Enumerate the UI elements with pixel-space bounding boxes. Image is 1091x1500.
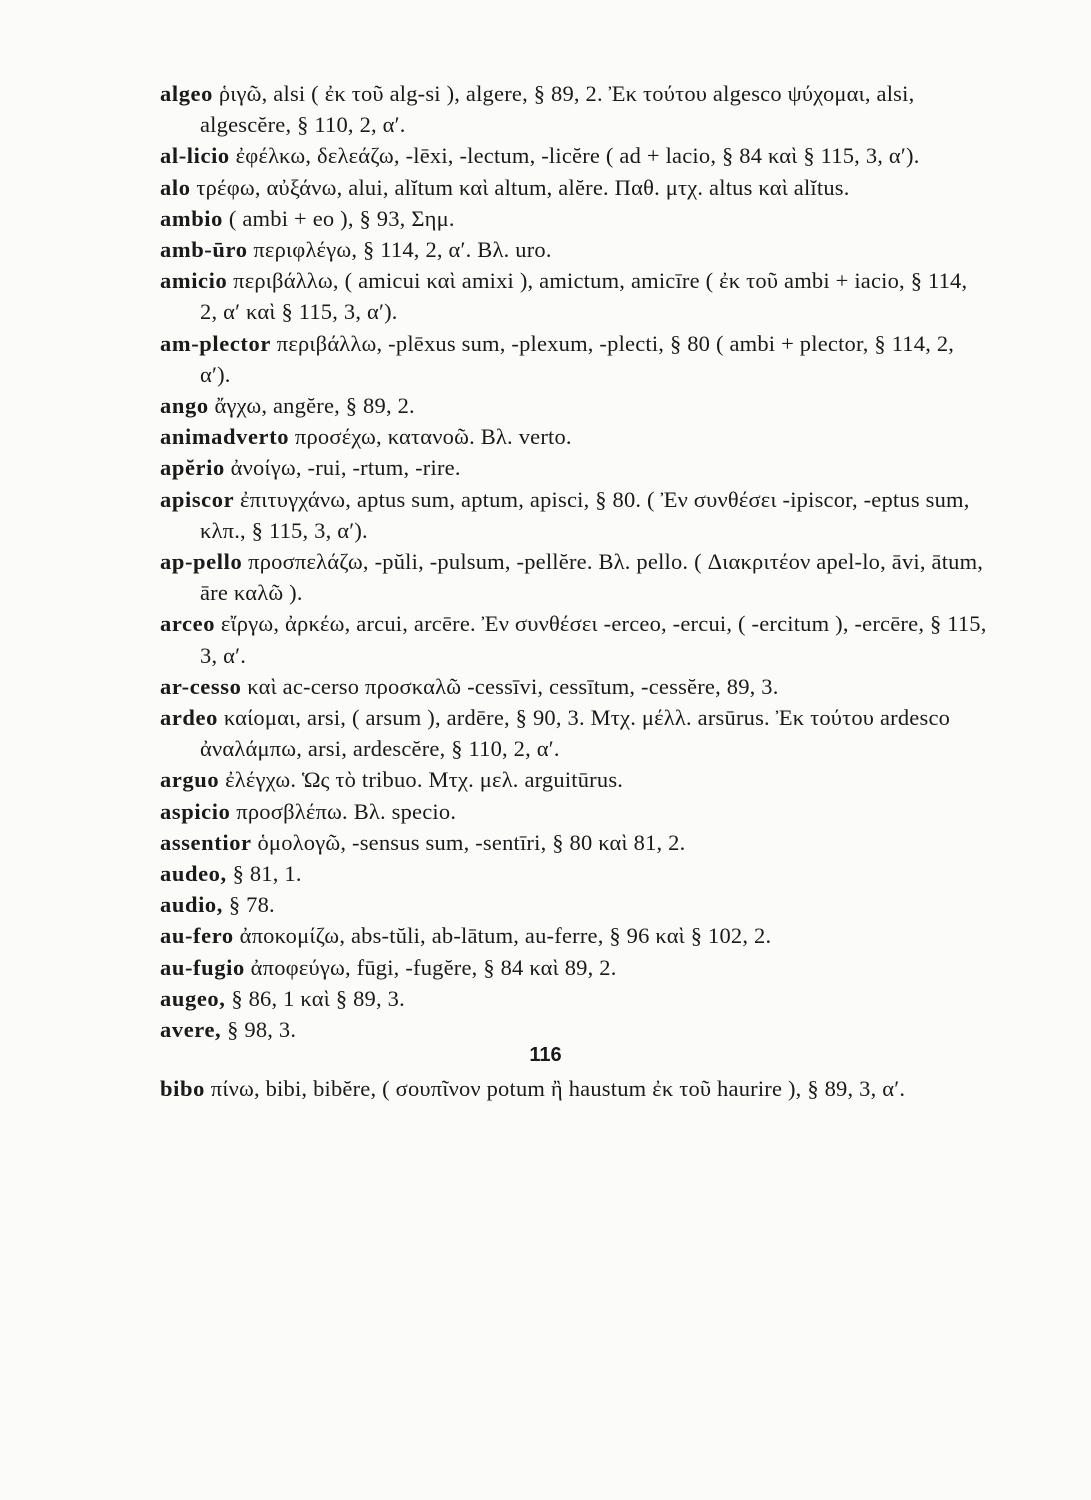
headword: apĕrio [160,455,225,481]
entry [160,421,990,452]
definition: ἐφέλκω, δελεάζω, -lēxi, -lectum, -licĕre ( ad + lacio, § 84 καὶ § 115, 3, α′). [235,143,920,169]
headword: ango [160,393,209,419]
definition: § 81, 1. [232,861,302,887]
entry [160,140,990,171]
headword: animadverto [160,424,290,450]
entry [160,858,990,889]
entry [160,983,990,1014]
entry [160,390,990,421]
headword: ardeo [160,705,218,731]
headword: arguo [160,767,220,793]
definition: ἀποκομίζω, abs-tŭli, ab-lātum, au-ferre, § 96 καὶ § 102, 2. [239,923,772,949]
entry [160,702,990,764]
entry [160,1014,990,1045]
entry [160,78,990,140]
definition: περιφλέγω, § 114, 2, α′. Βλ. uro. [253,237,552,263]
definition: ὁμολογῶ, -sensus sum, -sentīri, § 80 καὶ 81, 2. [257,829,686,855]
entry [160,203,990,234]
headword: au-fugio [160,954,245,980]
headword: arceo [160,611,216,637]
definition: περιβάλλω, ( amicui καὶ amixi ), amictum, amicīre ( ἐκ τοῦ ambi + iacio, § 114, 2, α′ καὶ § 115, 3, α′). [200,268,968,325]
headword: assentior [160,829,252,855]
entry [160,764,990,795]
definition: εἴργω, ἀρκέω, arcui, arcēre. Ἐν συνθέσει -erceo, -ercui, ( -ercitum ), -ercēre, § 115, 3, α′. [200,611,987,668]
entry [160,234,990,265]
headword: audio, [160,892,224,918]
entry [160,796,990,827]
headword: algeo [160,81,213,106]
definition: ἀνοίγω, -rui, -rtum, -rire. [230,455,461,481]
entry [160,1073,990,1104]
definition: ῥιγῶ, alsi ( ἐκ τοῦ alg-si ), algere, § 89, 2. Ἐκ τούτου algesco ψύχομαι, alsi, algescĕre, § 110, 2, α′. [200,81,915,138]
headword: ar-cesso [160,673,242,699]
definition: προσπελάζω, -pŭli, -pulsum, -pellĕre. Βλ. pello. ( Διακριτέον apel-lo, āvi, ātum, āre καλῶ ). [200,549,984,606]
entry [160,265,990,327]
entry [160,920,990,951]
entry [160,827,990,858]
definition: περιβάλλω, -plēxus sum, -plexum, -plecti, § 80 ( ambi + plector, § 114, 2, α′). [200,330,955,387]
definition: τρέφω, αὐξάνω, alui, alĭtum καὶ altum, alĕre. Παθ. μτχ. altus καὶ alĭtus. [196,174,850,200]
definition: ἐπιτυγχάνω, aptus sum, aptum, apisci, § 80. ( Ἐν συνθέσει -ipiscor, -eptus sum, κλπ., § 115, 3, α′). [200,486,970,543]
headword: bibo [160,1076,205,1102]
headword: al-licio [160,143,230,169]
definition: ἄγχω, angĕre, § 89, 2. [214,393,415,419]
headword: amb-ūro [160,237,248,263]
definition: καὶ ac-cerso προσκαλῶ -cessīvi, cessītum, -cessĕre, 89, 3. [247,673,779,699]
definition: ἐλέγχω. Ὡς τὸ tribuo. Μτχ. μελ. arguitūrus. [225,767,624,793]
headword: alo [160,174,191,200]
entry-list [160,78,990,1105]
headword: ap-pello [160,549,243,575]
entry [160,546,990,608]
headword: am-plector [160,330,271,356]
entry [160,671,990,702]
headword: au-fero [160,923,234,949]
definition: καίομαι, arsi, ( arsum ), ardēre, § 90, 3. Μτχ. μέλλ. arsūrus. Ἐκ τούτου ardesco ἀναλάμπω, arsi, ardescĕre, § 110, 2, α′. [200,705,951,762]
definition: πίνω, bibi, bibĕre, ( σουπῖνον potum ἢ haustum ἐκ τοῦ haurire ), § 89, 3, α′. [210,1076,906,1102]
definition: προσέχω, κατανοῶ. Βλ. verto. [294,424,572,450]
entry [160,889,990,920]
headword: ambio [160,205,224,231]
definition: § 78. [228,892,275,918]
headword: audeo, [160,861,227,887]
headword: apiscor [160,486,235,512]
entry [160,608,990,670]
definition: ( ambi + eo ), § 93, Σημ. [228,205,455,231]
definition: § 98, 3. [227,1017,297,1043]
headword: aspicio [160,798,231,824]
entry [160,952,990,983]
entry [160,328,990,390]
headword: amicio [160,268,228,294]
headword: avere, [160,1017,222,1043]
page-number: 116 [529,1044,562,1066]
entry [160,172,990,203]
entry [160,452,990,483]
definition: προσβλέπω. Βλ. specio. [236,798,457,824]
definition: ἀποφεύγω, fūgi, -fugĕre, § 84 καὶ 89, 2. [250,954,617,980]
headword: augeo, [160,985,226,1011]
definition: § 86, 1 καὶ § 89, 3. [231,985,405,1011]
entry [160,484,990,546]
